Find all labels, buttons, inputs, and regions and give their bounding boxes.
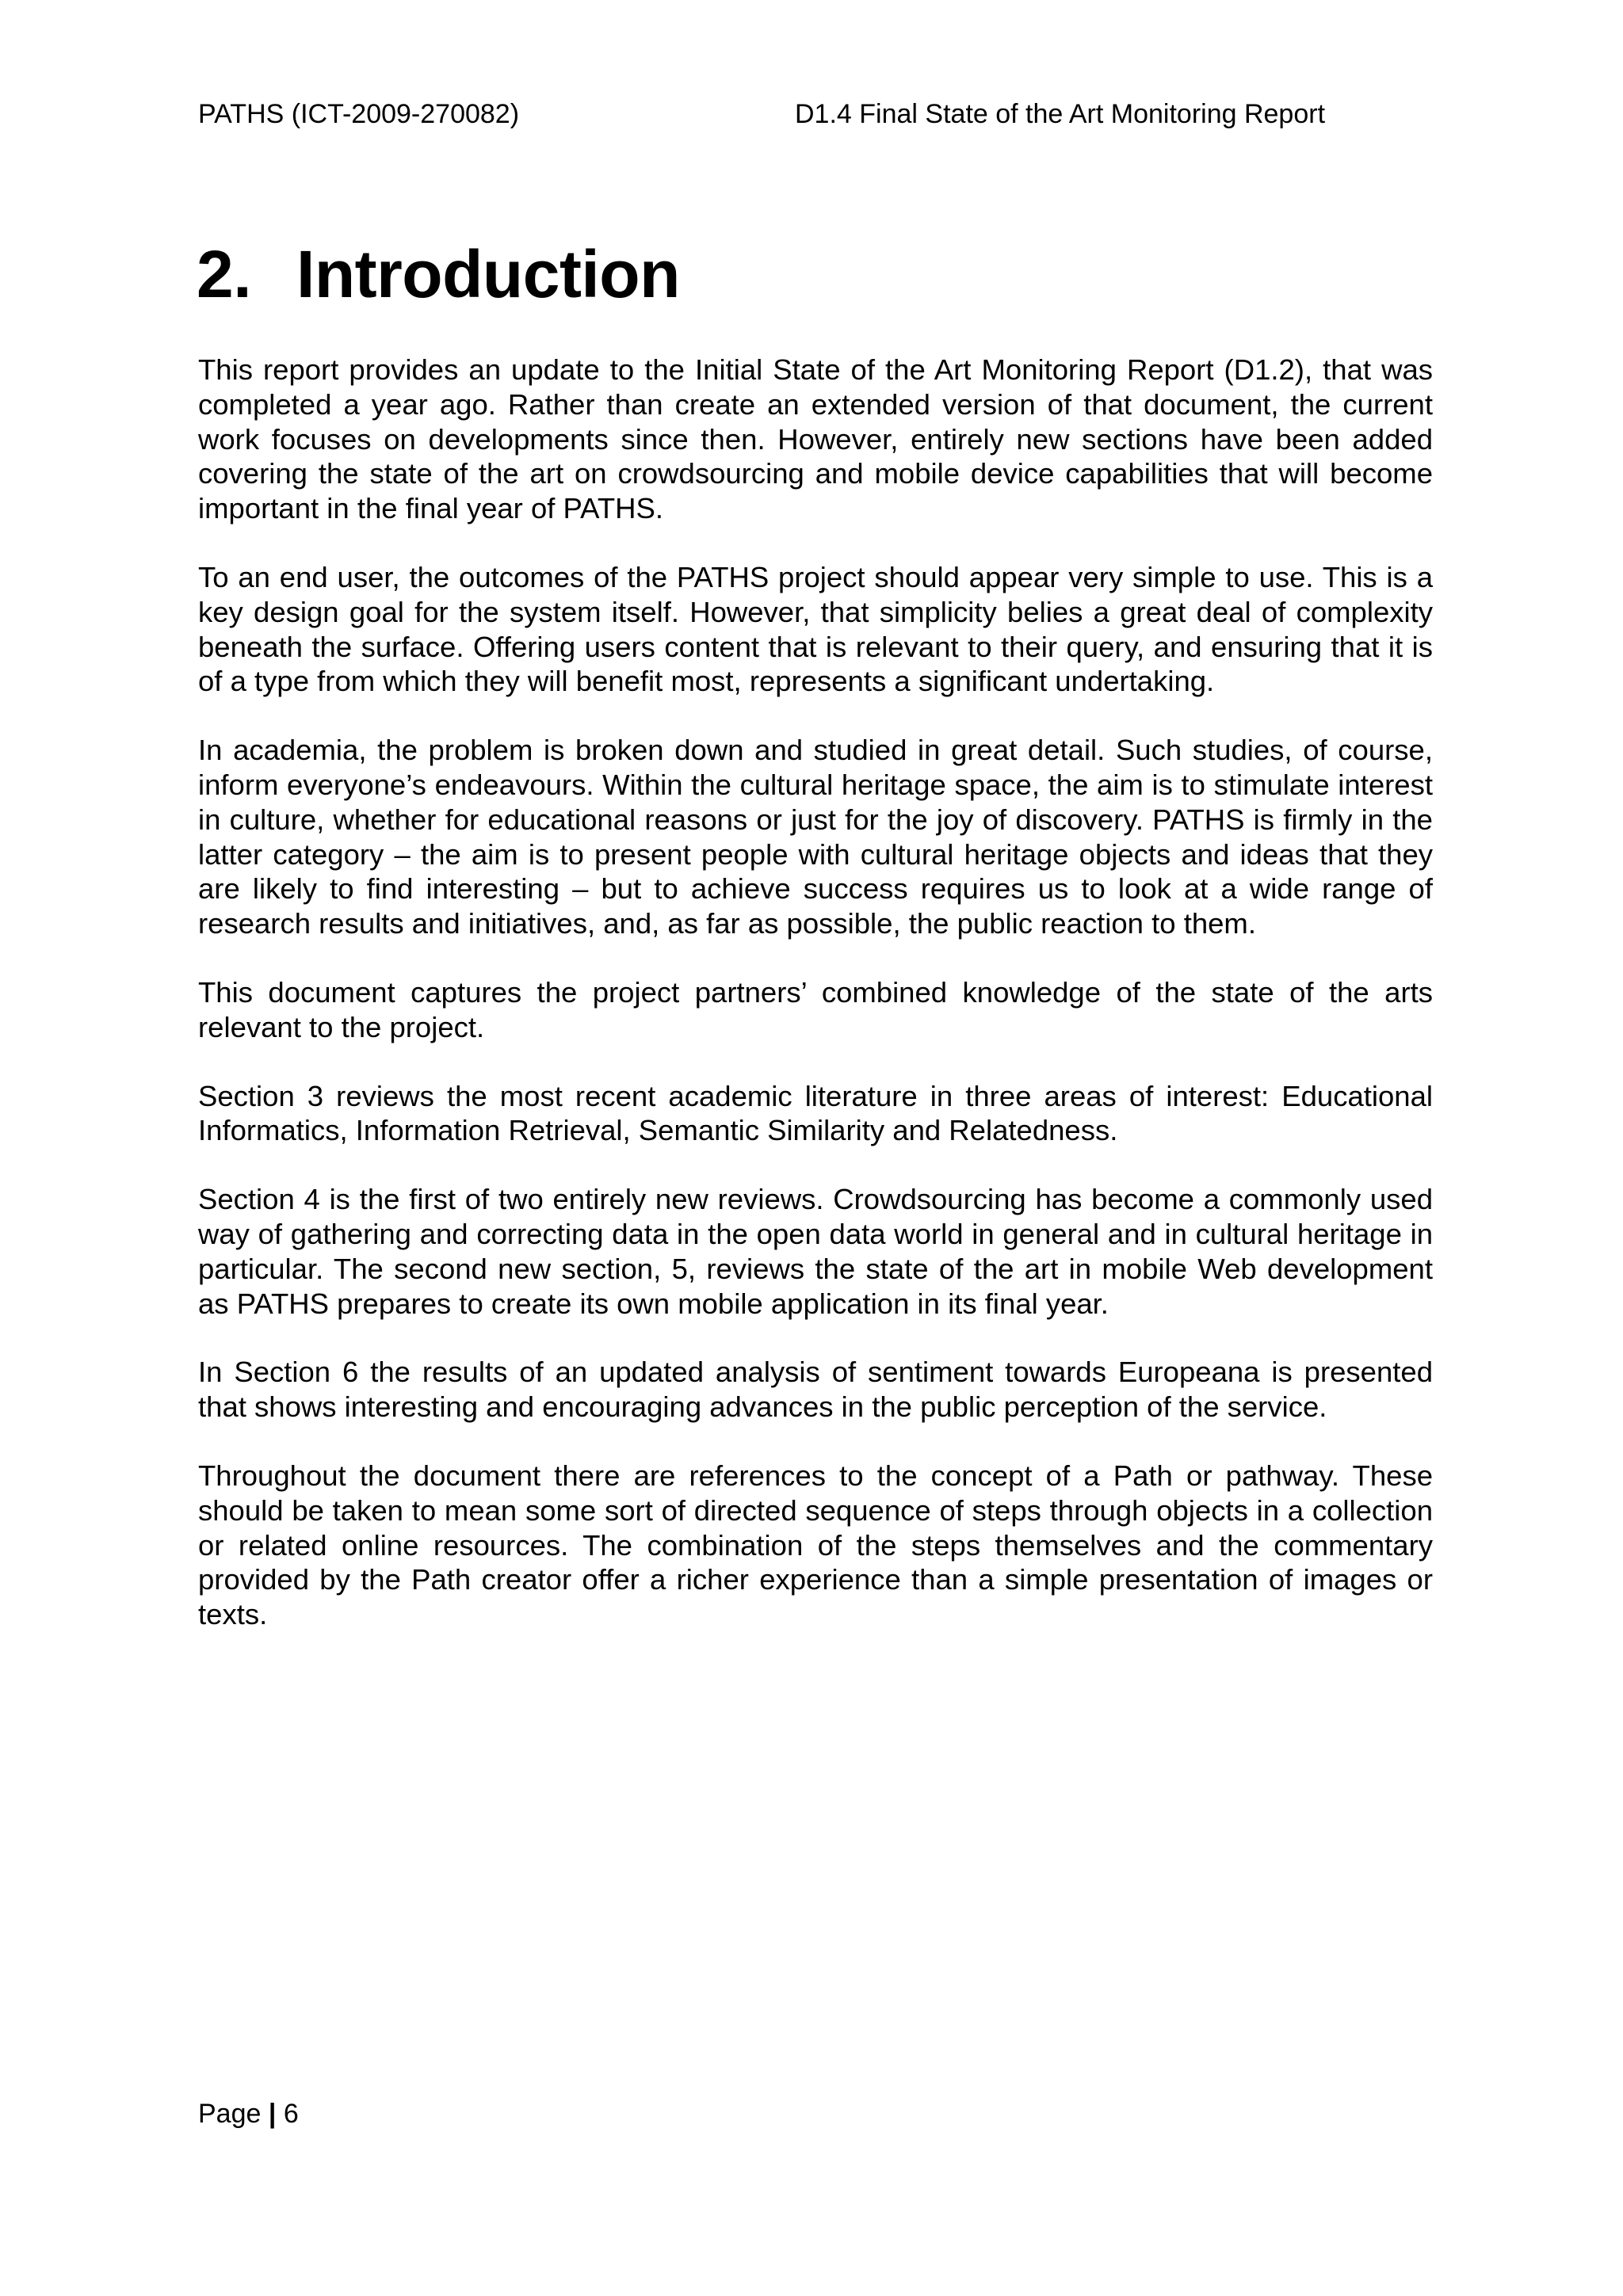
paragraph: Section 4 is the first of two entirely new reviews. Crowdsourcing has become a commonly used way of gathering and correcting data in the open data world in general and in cultural heritage in particular. The second new section, 5, reviews the state of the art in mobile Web development as PATHS prepares to create its own mobile application in its final year.: [198, 1183, 1433, 1320]
page-label: Page: [198, 2099, 262, 2129]
page-separator: |: [268, 2099, 277, 2129]
section-heading: [197, 235, 680, 314]
paragraph: This report provides an update to the Initial State of the Art Monitoring Report (D1.2), that was completed a year ago. Rather than create an extended version of that document, the current work focuses on developments since then. However, entirely new sections have been added covering the state of the art on crowdsourcing and mobile device capabilities that will become important in the final year of PATHS.: [198, 353, 1433, 525]
paragraph: In Section 6 the results of an updated analysis of sentiment towards Europeana is presented that shows interesting and encouraging advances in the public perception of the service.: [198, 1356, 1433, 1424]
page-number: 6: [283, 2099, 299, 2129]
paragraph: To an end user, the outcomes of the PATHS project should appear very simple to use. This is a key design goal for the system itself. However, that simplicity belies a great deal of complexity beneath the surface. Offering users content that is relevant to their query, and ensuring that it is of a type from which they will benefit most, represents a significant undertaking.: [198, 560, 1433, 698]
header-project-id: PATHS (ICT-2009-270082): [198, 99, 520, 129]
paragraph: Throughout the document there are references to the concept of a Path or pathway. These should be taken to mean some sort of directed sequence of steps through objects in a collection or related online resources. The combination of the steps themselves and the commentary provided by the Path creator offer a richer experience than a simple presentation of images or texts.: [198, 1459, 1433, 1631]
paragraph: This document captures the project partners’ combined knowledge of the state of the arts relevant to the project.: [198, 975, 1433, 1043]
paragraph: In academia, the problem is broken down and studied in great detail. Such studies, of course, inform everyone’s endeavours. Within the cultural heritage space, the aim is to stimulate interest in culture, whether for educational reasons or just for the joy of discovery. PATHS is firmly in the latter category – the aim is to present people with cultural heritage objects and ideas that they are likely to find interesting – but to achieve success requires us to look at a wide range of research results and initiatives, and, as far as possible, the public reaction to them.: [198, 734, 1433, 940]
paragraph: Section 3 reviews the most recent academic literature in three areas of interest: Educational Informatics, Information Retrieval, Semantic Similarity and Relatedness.: [198, 1079, 1433, 1147]
body-text: [198, 353, 1433, 1666]
section-number: 2.: [197, 237, 252, 311]
page-footer: [198, 2098, 299, 2130]
section-title: Introduction: [296, 237, 680, 311]
header-deliverable-title: D1.4 Final State of the Art Monitoring Report: [795, 99, 1326, 129]
